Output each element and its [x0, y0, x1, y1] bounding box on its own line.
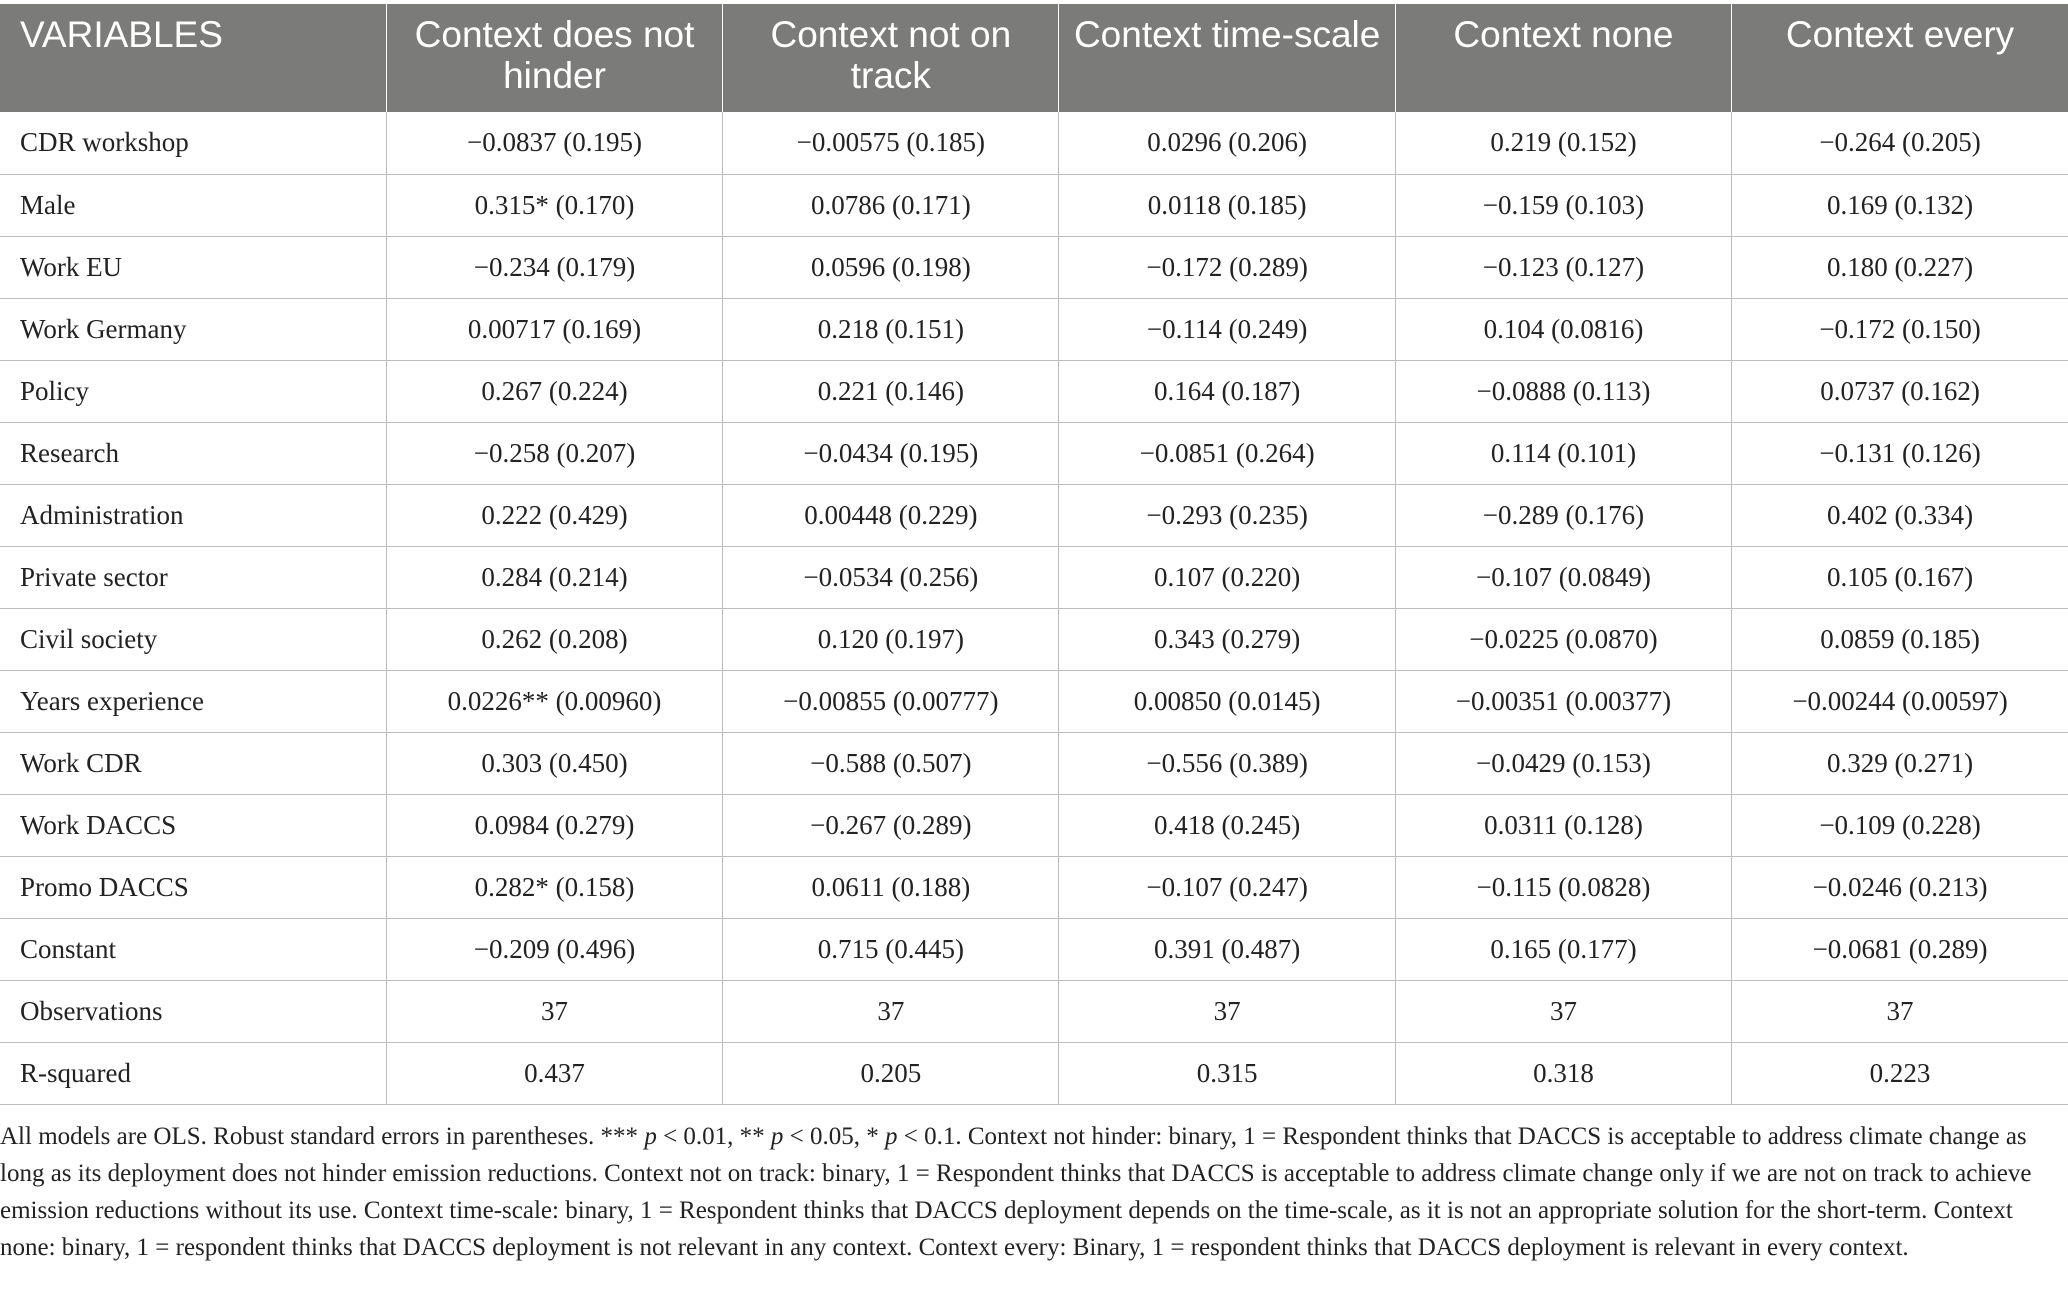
row-variable-label: Male	[0, 174, 386, 236]
table-cell: −0.114 (0.249)	[1059, 298, 1395, 360]
table-cell: 0.0118 (0.185)	[1059, 174, 1395, 236]
table-cell: 0.164 (0.187)	[1059, 360, 1395, 422]
table-cell: 0.343 (0.279)	[1059, 608, 1395, 670]
table-cell: 0.00717 (0.169)	[386, 298, 722, 360]
table-cell: 0.315* (0.170)	[386, 174, 722, 236]
table-row	[0, 918, 2068, 980]
table-row	[0, 546, 2068, 608]
table-header	[0, 4, 2068, 112]
table-cell: 37	[1732, 980, 2068, 1042]
table-cell: −0.00351 (0.00377)	[1395, 670, 1731, 732]
table-cell: 0.402 (0.334)	[1732, 484, 2068, 546]
table-cell: −0.109 (0.228)	[1732, 794, 2068, 856]
header-context-does-not-hinder: Context does not hinder	[386, 4, 722, 112]
row-variable-label: Administration	[0, 484, 386, 546]
table-cell: −0.107 (0.0849)	[1395, 546, 1731, 608]
row-variable-label: Private sector	[0, 546, 386, 608]
table-cell: −0.267 (0.289)	[723, 794, 1059, 856]
row-variable-label: R-squared	[0, 1042, 386, 1104]
table-row	[0, 670, 2068, 732]
table-cell: 0.437	[386, 1042, 722, 1104]
table-cell: −0.159 (0.103)	[1395, 174, 1731, 236]
footnote-sig-2: < 0.05, *	[789, 1123, 879, 1150]
table-row	[0, 1042, 2068, 1104]
table-cell: 0.222 (0.429)	[386, 484, 722, 546]
table-cell: 0.0737 (0.162)	[1732, 360, 2068, 422]
row-variable-label: Work DACCS	[0, 794, 386, 856]
table-cell: 0.205	[723, 1042, 1059, 1104]
footnote-rest: < 0.1. Context not hinder: binary, 1 = Respondent thinks that DACCS is acceptable to address climate change as long as its deployment does not hinder emission reductions. Context not on track: binary, 1 = Respondent thinks that DACCS is acceptable to address climate change only if we are not on track to achieve emission reductions without its use. Context time-scale: binary, 1 = Respondent thinks that DACCS deployment depends on the time-scale, as it is not an appropriate solution for the short-term. Context none: binary, 1 = respondent thinks that DACCS deployment is not relevant in any context. Context every: Binary, 1 = respondent thinks that DACCS deployment is relevant in every context.	[0, 1123, 2032, 1261]
table-cell: −0.0225 (0.0870)	[1395, 608, 1731, 670]
table-cell: 0.303 (0.450)	[386, 732, 722, 794]
table-cell: −0.00575 (0.185)	[723, 112, 1059, 174]
table-cell: −0.0851 (0.264)	[1059, 422, 1395, 484]
table-row	[0, 112, 2068, 174]
table-cell: −0.0837 (0.195)	[386, 112, 722, 174]
table-cell: 0.418 (0.245)	[1059, 794, 1395, 856]
table-cell: 37	[386, 980, 722, 1042]
table-cell: 0.120 (0.197)	[723, 608, 1059, 670]
footnote-p-symbol: p	[885, 1123, 898, 1150]
footnote-p-symbol: p	[644, 1123, 657, 1150]
table-cell: −0.0434 (0.195)	[723, 422, 1059, 484]
table-cell: 0.221 (0.146)	[723, 360, 1059, 422]
table-row	[0, 298, 2068, 360]
row-variable-label: Research	[0, 422, 386, 484]
table-cell: −0.264 (0.205)	[1732, 112, 2068, 174]
table-cell: 0.0859 (0.185)	[1732, 608, 2068, 670]
footnote-lead: All models are OLS. Robust standard errors in parentheses. ***	[0, 1123, 639, 1150]
table-cell: 0.329 (0.271)	[1732, 732, 2068, 794]
table-cell: 0.169 (0.132)	[1732, 174, 2068, 236]
table-cell: 0.218 (0.151)	[723, 298, 1059, 360]
table-cell: −0.0246 (0.213)	[1732, 856, 2068, 918]
table-footnote	[0, 1118, 2060, 1266]
row-variable-label: Promo DACCS	[0, 856, 386, 918]
regression-table	[0, 4, 2068, 1105]
table-body	[0, 112, 2068, 1104]
table-cell: 37	[1395, 980, 1731, 1042]
table-cell: 0.0226** (0.00960)	[386, 670, 722, 732]
table-cell: 0.00850 (0.0145)	[1059, 670, 1395, 732]
header-context-time-scale: Context time-scale	[1059, 4, 1395, 112]
table-cell: 0.0984 (0.279)	[386, 794, 722, 856]
table-cell: −0.588 (0.507)	[723, 732, 1059, 794]
table-cell: −0.123 (0.127)	[1395, 236, 1731, 298]
table-cell: 0.262 (0.208)	[386, 608, 722, 670]
table-cell: −0.00855 (0.00777)	[723, 670, 1059, 732]
row-variable-label: Constant	[0, 918, 386, 980]
row-variable-label: CDR workshop	[0, 112, 386, 174]
header-context-every: Context every	[1732, 4, 2068, 112]
table-cell: 0.715 (0.445)	[723, 918, 1059, 980]
table-row	[0, 732, 2068, 794]
table-cell: −0.0534 (0.256)	[723, 546, 1059, 608]
table-cell: 0.0296 (0.206)	[1059, 112, 1395, 174]
table-row	[0, 422, 2068, 484]
table-cell: 37	[1059, 980, 1395, 1042]
header-row	[0, 4, 2068, 112]
row-variable-label: Civil society	[0, 608, 386, 670]
table-cell: 0.107 (0.220)	[1059, 546, 1395, 608]
table-cell: −0.556 (0.389)	[1059, 732, 1395, 794]
table-cell: 0.267 (0.224)	[386, 360, 722, 422]
table-cell: 0.315	[1059, 1042, 1395, 1104]
table-row	[0, 236, 2068, 298]
table-row	[0, 174, 2068, 236]
table-cell: −0.0681 (0.289)	[1732, 918, 2068, 980]
table-cell: 0.282* (0.158)	[386, 856, 722, 918]
header-variables: VARIABLES	[0, 4, 386, 112]
table-cell: 0.0786 (0.171)	[723, 174, 1059, 236]
table-cell: −0.115 (0.0828)	[1395, 856, 1731, 918]
table-cell: 0.00448 (0.229)	[723, 484, 1059, 546]
table-cell: −0.00244 (0.00597)	[1732, 670, 2068, 732]
table-cell: 0.0596 (0.198)	[723, 236, 1059, 298]
table-cell: −0.172 (0.289)	[1059, 236, 1395, 298]
row-variable-label: Work CDR	[0, 732, 386, 794]
table-row	[0, 484, 2068, 546]
table-row	[0, 608, 2068, 670]
header-context-not-on-track: Context not on track	[723, 4, 1059, 112]
table-cell: 0.105 (0.167)	[1732, 546, 2068, 608]
table-cell: 0.391 (0.487)	[1059, 918, 1395, 980]
table-cell: −0.289 (0.176)	[1395, 484, 1731, 546]
table-cell: −0.234 (0.179)	[386, 236, 722, 298]
table-cell: −0.107 (0.247)	[1059, 856, 1395, 918]
footnote-p-symbol: p	[770, 1123, 784, 1150]
table-cell: 0.318	[1395, 1042, 1731, 1104]
table-cell: 0.0611 (0.188)	[723, 856, 1059, 918]
table-row	[0, 980, 2068, 1042]
table-cell: −0.258 (0.207)	[386, 422, 722, 484]
table-row	[0, 794, 2068, 856]
table-cell: 0.0311 (0.128)	[1395, 794, 1731, 856]
header-context-none: Context none	[1395, 4, 1731, 112]
footnote-sig-1: < 0.01, **	[663, 1123, 765, 1150]
table-cell: −0.0888 (0.113)	[1395, 360, 1731, 422]
table-cell: 0.165 (0.177)	[1395, 918, 1731, 980]
table-row	[0, 360, 2068, 422]
row-variable-label: Policy	[0, 360, 386, 422]
row-variable-label: Observations	[0, 980, 386, 1042]
table-cell: 0.223	[1732, 1042, 2068, 1104]
table-cell: 0.180 (0.227)	[1732, 236, 2068, 298]
table-cell: −0.131 (0.126)	[1732, 422, 2068, 484]
table-cell: −0.209 (0.496)	[386, 918, 722, 980]
table-cell: −0.293 (0.235)	[1059, 484, 1395, 546]
row-variable-label: Work EU	[0, 236, 386, 298]
table-cell: 37	[723, 980, 1059, 1042]
row-variable-label: Years experience	[0, 670, 386, 732]
table-cell: 0.104 (0.0816)	[1395, 298, 1731, 360]
table-cell: 0.284 (0.214)	[386, 546, 722, 608]
table-cell: 0.219 (0.152)	[1395, 112, 1731, 174]
row-variable-label: Work Germany	[0, 298, 386, 360]
table-row	[0, 856, 2068, 918]
table-cell: −0.172 (0.150)	[1732, 298, 2068, 360]
table-cell: −0.0429 (0.153)	[1395, 732, 1731, 794]
table-cell: 0.114 (0.101)	[1395, 422, 1731, 484]
